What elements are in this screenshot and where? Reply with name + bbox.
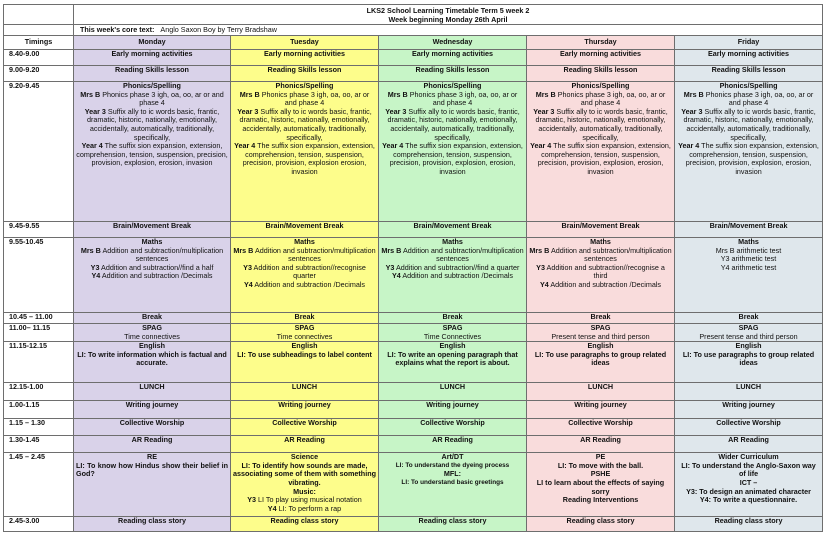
lesson-text: Year 3 bbox=[385, 106, 407, 116]
lesson-cell-friday bbox=[675, 324, 823, 342]
lesson-text: SPAG bbox=[442, 323, 463, 332]
timetable-row bbox=[4, 401, 823, 419]
lesson-text: SPAG bbox=[590, 323, 611, 332]
lesson-text: Addition and subtraction /Decimals bbox=[252, 279, 366, 289]
lesson-text: Addition and subtraction/multiplication sentences bbox=[253, 245, 376, 264]
lesson-text: Phonics/Spelling bbox=[571, 81, 630, 90]
day-header-thursday: Thursday bbox=[527, 36, 675, 50]
lesson-cell-thursday bbox=[527, 342, 675, 383]
lesson-text: Mrs B bbox=[387, 89, 408, 99]
lesson-text: AR Reading bbox=[131, 435, 173, 445]
lesson-text: Mrs B bbox=[529, 245, 550, 255]
lesson-text: Suffix ally to ic words basic, frantic, dramatic, historic, nationally, emotionally, accidentally, automatically, traditionally, specifically, bbox=[387, 106, 520, 142]
lesson-text: SPAG bbox=[294, 323, 315, 332]
lesson-text: Writing journey bbox=[426, 400, 479, 410]
lesson-text: Collective Worship bbox=[568, 418, 633, 428]
lesson-text: LI to learn about the effects of saying sorry bbox=[536, 477, 665, 496]
lesson-text: Addition and subtraction//recognise quarter bbox=[251, 262, 366, 281]
lesson-cell-tuesday bbox=[231, 517, 379, 532]
lesson-text: Y3 bbox=[536, 262, 545, 272]
lesson-text: Reading class story bbox=[118, 516, 186, 526]
timetable-row bbox=[4, 66, 823, 82]
day-header-tuesday: Tuesday bbox=[231, 36, 379, 50]
lesson-text: LI: To identify how sounds are made, associating some of them with something vibrating. bbox=[233, 460, 376, 487]
lesson-text: Brain/Movement Break bbox=[413, 221, 492, 230]
lesson-text: LI: To understand the Anglo-Saxon way of life bbox=[681, 460, 816, 479]
lesson-text: English bbox=[439, 341, 466, 351]
lesson-cell-tuesday bbox=[231, 50, 379, 66]
lesson-cell-wednesday bbox=[379, 82, 527, 222]
timetable-row bbox=[4, 453, 823, 517]
day-header-monday: Monday bbox=[74, 36, 231, 50]
lesson-text: Early morning activities bbox=[263, 49, 346, 58]
lesson-text: Suffix ally to ic words basic, frantic, dramatic, historic, nationally, emotionally, accidentally, automatically, traditionally, specifically, bbox=[239, 106, 372, 142]
lesson-text: Time connectives bbox=[276, 331, 333, 341]
lesson-text: Phonics/Spelling bbox=[123, 81, 181, 90]
lesson-text: LI: To use subheadings to label content bbox=[237, 349, 372, 359]
lesson-text: Phonics phase 3 igh, oa, oo, ar or and phase 4 bbox=[703, 89, 814, 108]
title-cell bbox=[74, 5, 823, 25]
lesson-text: Phonics phase 3 igh, oa, oo, ar or and phase 4 bbox=[555, 89, 666, 108]
lesson-cell-tuesday bbox=[231, 342, 379, 383]
lesson-cell-thursday bbox=[527, 50, 675, 66]
week-beginning: Week beginning Monday 26th April bbox=[388, 14, 508, 24]
timetable-row bbox=[4, 383, 823, 401]
lesson-text: Brain/Movement Break bbox=[561, 221, 640, 230]
timetable-row bbox=[4, 342, 823, 383]
lesson-text: Phonics/Spelling bbox=[275, 81, 334, 90]
timetable bbox=[3, 4, 823, 532]
lesson-text: Addition and subtraction//find a quarter bbox=[394, 262, 520, 272]
lesson-cell-friday bbox=[675, 383, 823, 401]
lesson-text: Science bbox=[290, 452, 319, 462]
title-row bbox=[4, 5, 823, 25]
lesson-text: Phonics phase 3 igh, oa, oo, ar or and phase 4 bbox=[259, 89, 370, 108]
timetable-row bbox=[4, 82, 823, 222]
time-slot: 11.15-12.15 bbox=[4, 342, 74, 383]
lesson-text: Mrs B bbox=[535, 89, 556, 99]
timetable-row bbox=[4, 436, 823, 453]
core-text-label: This week's core text: bbox=[80, 24, 155, 34]
lesson-text: Break bbox=[738, 312, 759, 321]
lesson-text: LUNCH bbox=[139, 382, 165, 392]
lesson-cell-wednesday bbox=[379, 342, 527, 383]
lesson-text: Reading Interventions bbox=[562, 495, 639, 505]
lesson-text: Addition and subtraction/multiplication sentences bbox=[401, 245, 524, 264]
lesson-cell-thursday bbox=[527, 222, 675, 238]
time-slot: 1.45 – 2.45 bbox=[4, 453, 74, 517]
lesson-cell-tuesday bbox=[231, 324, 379, 342]
lesson-text: Collective Worship bbox=[420, 418, 485, 428]
lesson-cell-wednesday bbox=[379, 66, 527, 82]
lesson-text: Mrs B bbox=[80, 89, 101, 99]
lesson-text: Addition and subtraction /Decimals bbox=[100, 271, 213, 281]
lesson-cell-tuesday bbox=[231, 66, 379, 82]
lesson-cell-tuesday bbox=[231, 453, 379, 517]
lesson-text: Year 4 bbox=[678, 141, 700, 151]
lesson-cell-friday bbox=[675, 419, 823, 436]
lesson-text: Present tense and third person bbox=[551, 331, 650, 341]
lesson-text: Writing journey bbox=[574, 400, 627, 410]
lesson-text: Year 4 bbox=[234, 141, 256, 151]
lesson-cell-thursday bbox=[527, 324, 675, 342]
lesson-text: Reading class story bbox=[566, 516, 635, 526]
lesson-text: AR Reading bbox=[432, 435, 473, 445]
core-text-value: Anglo Saxon Boy by Terry Bradshaw bbox=[160, 24, 277, 34]
lesson-text: Writing journey bbox=[125, 400, 179, 410]
lesson-cell-friday bbox=[675, 436, 823, 453]
lesson-cell-friday bbox=[675, 66, 823, 82]
lesson-text: Suffix ally to ic words basic, frantic, dramatic, historic, nationally, emotionally, accidentally, automatically, traditionally, specifically, bbox=[87, 106, 220, 142]
lesson-text: Art/DT bbox=[441, 452, 464, 462]
lesson-cell-thursday bbox=[527, 436, 675, 453]
core-text-cell bbox=[74, 25, 823, 36]
lesson-cell-tuesday bbox=[231, 222, 379, 238]
lesson-cell-thursday bbox=[527, 453, 675, 517]
core-text-corner-cell bbox=[4, 25, 74, 36]
timetable-row bbox=[4, 222, 823, 238]
lesson-text: Year 3 bbox=[237, 106, 259, 116]
lesson-text: Early morning activities bbox=[559, 49, 642, 58]
lesson-text: Writing journey bbox=[722, 400, 775, 410]
lesson-text: Phonics phase 3 igh, oa, oo, ar or and phase 4 bbox=[407, 89, 518, 108]
lesson-text: SPAG bbox=[142, 323, 162, 332]
lesson-cell-friday bbox=[675, 222, 823, 238]
lesson-text: LUNCH bbox=[735, 382, 762, 392]
lesson-text: LUNCH bbox=[439, 382, 466, 392]
lesson-text: Addition and subtraction /Decimals bbox=[548, 279, 662, 289]
lesson-cell-wednesday bbox=[379, 517, 527, 532]
lesson-text: MFL: bbox=[443, 469, 462, 479]
lesson-text: Break bbox=[442, 312, 463, 321]
lesson-text: Y3 bbox=[247, 495, 257, 505]
timetable-row bbox=[4, 517, 823, 532]
lesson-cell-monday bbox=[74, 324, 231, 342]
lesson-cell-monday bbox=[74, 238, 231, 313]
lesson-cell-monday bbox=[74, 313, 231, 324]
lesson-text: LI: To write an opening paragraph that explains what the report is about. bbox=[387, 349, 518, 368]
lesson-cell-wednesday bbox=[379, 401, 527, 419]
lesson-text: Phonics/Spelling bbox=[719, 81, 778, 90]
lesson-text: Suffix ally to ic words basic, frantic, dramatic, historic, nationally, emotionally, accidentally, automatically, traditionally, specifically, bbox=[683, 106, 816, 142]
lesson-cell-friday bbox=[675, 82, 823, 222]
lesson-text: Reading Skills lesson bbox=[115, 65, 189, 74]
lesson-text: The suffix sion expansion, extension, comprehension, tension, suspension, precision, provision, explosion, erosion, invasion bbox=[76, 141, 228, 168]
lesson-text: Early morning activities bbox=[411, 49, 494, 58]
lesson-text: Maths bbox=[141, 237, 163, 246]
lesson-text: Y3 bbox=[385, 262, 395, 272]
lesson-text: LI: To understand the dyeing process bbox=[395, 461, 510, 469]
lesson-text: Reading class story bbox=[714, 516, 783, 526]
lesson-cell-thursday bbox=[527, 82, 675, 222]
lesson-text: Suffix ally to ic words basic, frantic, dramatic, historic, nationally, emotionally, accidentally, automatically, traditionally, specifically, bbox=[535, 106, 668, 142]
lesson-text: Phonics/Spelling bbox=[423, 81, 482, 90]
lesson-text: Mrs B bbox=[381, 245, 402, 255]
lesson-cell-thursday bbox=[527, 313, 675, 324]
lesson-text: LI To play using musical notation bbox=[256, 495, 362, 505]
lesson-text: Maths bbox=[294, 237, 315, 246]
lesson-text: Y4 bbox=[267, 503, 277, 513]
time-slot: 1.15 – 1.30 bbox=[4, 419, 74, 436]
lesson-text: English bbox=[735, 341, 762, 351]
lesson-text: English bbox=[587, 341, 614, 351]
time-slot: 9.20-9.45 bbox=[4, 82, 74, 222]
lesson-cell-monday bbox=[74, 419, 231, 436]
lesson-cell-thursday bbox=[527, 419, 675, 436]
lesson-text: LI: To know how Hindus show their belief in God? bbox=[76, 460, 228, 479]
timetable-title: LKS2 School Learning Timetable Term 5 week 2 bbox=[366, 5, 530, 15]
lesson-text: Reading class story bbox=[418, 516, 487, 526]
lesson-text: Break bbox=[590, 312, 611, 321]
lesson-cell-wednesday bbox=[379, 324, 527, 342]
lesson-text: Y4 bbox=[243, 279, 253, 289]
lesson-text: Time Connectives bbox=[423, 331, 482, 341]
lesson-cell-tuesday bbox=[231, 436, 379, 453]
lesson-text: Mrs B bbox=[233, 245, 254, 255]
lesson-text: AR Reading bbox=[580, 435, 621, 445]
lesson-text: SPAG bbox=[738, 323, 759, 332]
lesson-cell-friday bbox=[675, 313, 823, 324]
lesson-text: The suffix sion expansion, extension, comprehension, tension, suspension, precision, provision, explosion erosion, invasion bbox=[242, 141, 375, 176]
lesson-cell-tuesday bbox=[231, 401, 379, 419]
lesson-cell-tuesday bbox=[231, 313, 379, 324]
lesson-cell-monday bbox=[74, 66, 231, 82]
lesson-text: Music: bbox=[293, 486, 316, 496]
timings-header: Timings bbox=[4, 36, 74, 50]
lesson-text: Y3 bbox=[243, 262, 252, 272]
lesson-cell-thursday bbox=[527, 401, 675, 419]
time-slot: 1.00-1.15 bbox=[4, 401, 74, 419]
lesson-text: PSHE bbox=[590, 469, 611, 479]
lesson-text: Addition and subtraction/multiplication sentences bbox=[100, 245, 224, 264]
lesson-cell-thursday bbox=[527, 517, 675, 532]
lesson-cell-monday bbox=[74, 517, 231, 532]
lesson-text: Reading class story bbox=[270, 516, 339, 526]
lesson-cell-friday bbox=[675, 401, 823, 419]
lesson-text: LI: To perform a rap bbox=[276, 503, 342, 513]
time-slot: 2.45-3.00 bbox=[4, 517, 74, 532]
lesson-cell-friday bbox=[675, 50, 823, 66]
lesson-cell-monday bbox=[74, 222, 231, 238]
timetable-row bbox=[4, 324, 823, 342]
lesson-text: Reading Skills lesson bbox=[415, 65, 490, 74]
day-header-row bbox=[4, 36, 823, 50]
timetable-row bbox=[4, 238, 823, 313]
time-slot: 9.00-9.20 bbox=[4, 66, 74, 82]
lesson-text: AR Reading bbox=[284, 435, 325, 445]
lesson-cell-monday bbox=[74, 453, 231, 517]
lesson-text: Early morning activities bbox=[707, 49, 790, 58]
lesson-text: LI: To write information which is factual and accurate. bbox=[77, 349, 227, 368]
lesson-text: Year 3 bbox=[84, 106, 106, 116]
lesson-cell-friday bbox=[675, 238, 823, 313]
lesson-cell-thursday bbox=[527, 383, 675, 401]
lesson-text: Wider Curriculum bbox=[718, 452, 779, 462]
lesson-text: Break bbox=[142, 312, 162, 321]
lesson-text: Reading Skills lesson bbox=[711, 65, 786, 74]
lesson-text: Y4 bbox=[539, 279, 549, 289]
lesson-text: Mrs B arithmetic test bbox=[715, 245, 782, 255]
lesson-text: LI: To use paragraphs to group related ideas bbox=[682, 349, 815, 368]
lesson-cell-thursday bbox=[527, 238, 675, 313]
lesson-text: Maths bbox=[442, 237, 463, 246]
lesson-text: ICT – bbox=[739, 477, 758, 487]
lesson-text: LUNCH bbox=[587, 382, 614, 392]
day-header-wednesday: Wednesday bbox=[379, 36, 527, 50]
lesson-cell-monday bbox=[74, 383, 231, 401]
lesson-text: Y4 bbox=[391, 271, 401, 281]
lesson-cell-friday bbox=[675, 342, 823, 383]
lesson-text: The suffix sion expansion, extension, comprehension, tension, suspension, precision, provision, explosion, erosion, invasion bbox=[389, 141, 523, 176]
lesson-text: Addition and subtraction/multiplication sentences bbox=[549, 245, 672, 264]
lesson-text: Mrs B bbox=[80, 245, 101, 255]
lesson-text: Collective Worship bbox=[119, 418, 185, 428]
timetable-row bbox=[4, 50, 823, 66]
lesson-cell-tuesday bbox=[231, 419, 379, 436]
time-slot: 11.00– 11.15 bbox=[4, 324, 74, 342]
day-header-friday: Friday bbox=[675, 36, 823, 50]
lesson-text: English bbox=[139, 341, 165, 351]
lesson-text: Early morning activities bbox=[111, 49, 193, 58]
time-slot: 1.30-1.45 bbox=[4, 436, 74, 453]
time-slot: 8.40-9.00 bbox=[4, 50, 74, 66]
lesson-text: Reading Skills lesson bbox=[267, 65, 342, 74]
lesson-text: Writing journey bbox=[278, 400, 331, 410]
lesson-cell-wednesday bbox=[379, 383, 527, 401]
lesson-text: Year 4 bbox=[530, 141, 552, 151]
lesson-text: Mrs B bbox=[683, 89, 704, 99]
lesson-text: Time connectives bbox=[124, 331, 180, 341]
lesson-text: Brain/Movement Break bbox=[265, 221, 344, 230]
lesson-text: Brain/Movement Break bbox=[113, 221, 191, 230]
lesson-text: Y4 bbox=[91, 271, 101, 281]
lesson-text: LUNCH bbox=[291, 382, 318, 392]
lesson-text: Collective Worship bbox=[272, 418, 337, 428]
lesson-text: Year 4 bbox=[81, 141, 103, 151]
lesson-text: Brain/Movement Break bbox=[709, 221, 788, 230]
lesson-text: Reading Skills lesson bbox=[563, 65, 638, 74]
lesson-cell-thursday bbox=[527, 66, 675, 82]
lesson-text: Y4: To write a questionnaire. bbox=[699, 495, 798, 505]
lesson-cell-monday bbox=[74, 436, 231, 453]
lesson-cell-wednesday bbox=[379, 436, 527, 453]
lesson-cell-friday bbox=[675, 453, 823, 517]
timetable-row bbox=[4, 419, 823, 436]
lesson-cell-tuesday bbox=[231, 82, 379, 222]
lesson-text: Break bbox=[294, 312, 315, 321]
lesson-text: English bbox=[291, 341, 318, 351]
lesson-text: The suffix sion expansion, extension, comprehension, tension, suspension, precision, provision, explosion, erosion, invasion bbox=[537, 141, 671, 176]
lesson-text: Maths bbox=[738, 237, 759, 246]
lesson-text: Collective Worship bbox=[716, 418, 781, 428]
lesson-cell-monday bbox=[74, 50, 231, 66]
lesson-cell-monday bbox=[74, 401, 231, 419]
lesson-text: Present tense and third person bbox=[699, 331, 798, 341]
lesson-text: LI: To understand basic greetings bbox=[401, 478, 504, 486]
time-slot: 9.55-10.45 bbox=[4, 238, 74, 313]
lesson-text: PE bbox=[595, 452, 606, 462]
lesson-text: Addition and subtraction//recognise a third bbox=[544, 262, 665, 281]
timetable-row bbox=[4, 313, 823, 324]
lesson-text: Addition and subtraction//find a half bbox=[99, 262, 214, 272]
lesson-text: LI: To move with the ball. bbox=[557, 460, 644, 470]
lesson-text: RE bbox=[147, 452, 157, 462]
lesson-cell-tuesday bbox=[231, 238, 379, 313]
lesson-text: Year 3 bbox=[533, 106, 555, 116]
lesson-text: LI: To use paragraphs to group related ideas bbox=[534, 349, 667, 368]
lesson-cell-wednesday bbox=[379, 313, 527, 324]
lesson-cell-wednesday bbox=[379, 419, 527, 436]
lesson-cell-wednesday bbox=[379, 453, 527, 517]
lesson-text: Addition and subtraction /Decimals bbox=[400, 271, 514, 281]
lesson-text: Y3 bbox=[90, 262, 100, 272]
time-slot: 9.45-9.55 bbox=[4, 222, 74, 238]
lesson-cell-wednesday bbox=[379, 50, 527, 66]
title-corner-cell bbox=[4, 5, 74, 25]
lesson-text: Y4 arithmetic test bbox=[720, 262, 777, 272]
lesson-text: Y3: To design an animated character bbox=[686, 486, 811, 496]
lesson-text: AR Reading bbox=[728, 435, 769, 445]
core-text-row bbox=[4, 25, 823, 36]
lesson-text: Phonics phase 3 igh, oa, oo, ar or and phase 4 bbox=[100, 89, 224, 108]
lesson-text: Y3 arithmetic test bbox=[720, 254, 777, 264]
lesson-text: Maths bbox=[590, 237, 611, 246]
lesson-text: Mrs B bbox=[239, 89, 260, 99]
lesson-cell-monday bbox=[74, 82, 231, 222]
lesson-cell-wednesday bbox=[379, 238, 527, 313]
time-slot: 10.45 – 11.00 bbox=[4, 313, 74, 324]
time-slot: 12.15-1.00 bbox=[4, 383, 74, 401]
lesson-cell-wednesday bbox=[379, 222, 527, 238]
lesson-text: The suffix sion expansion, extension, comprehension, tension, suspension, precision, provision, explosion, erosion, invasion bbox=[685, 141, 819, 176]
lesson-cell-tuesday bbox=[231, 383, 379, 401]
lesson-cell-monday bbox=[74, 342, 231, 383]
lesson-text: Year 3 bbox=[681, 106, 703, 116]
lesson-cell-friday bbox=[675, 517, 823, 532]
lesson-text: Year 4 bbox=[382, 141, 404, 151]
